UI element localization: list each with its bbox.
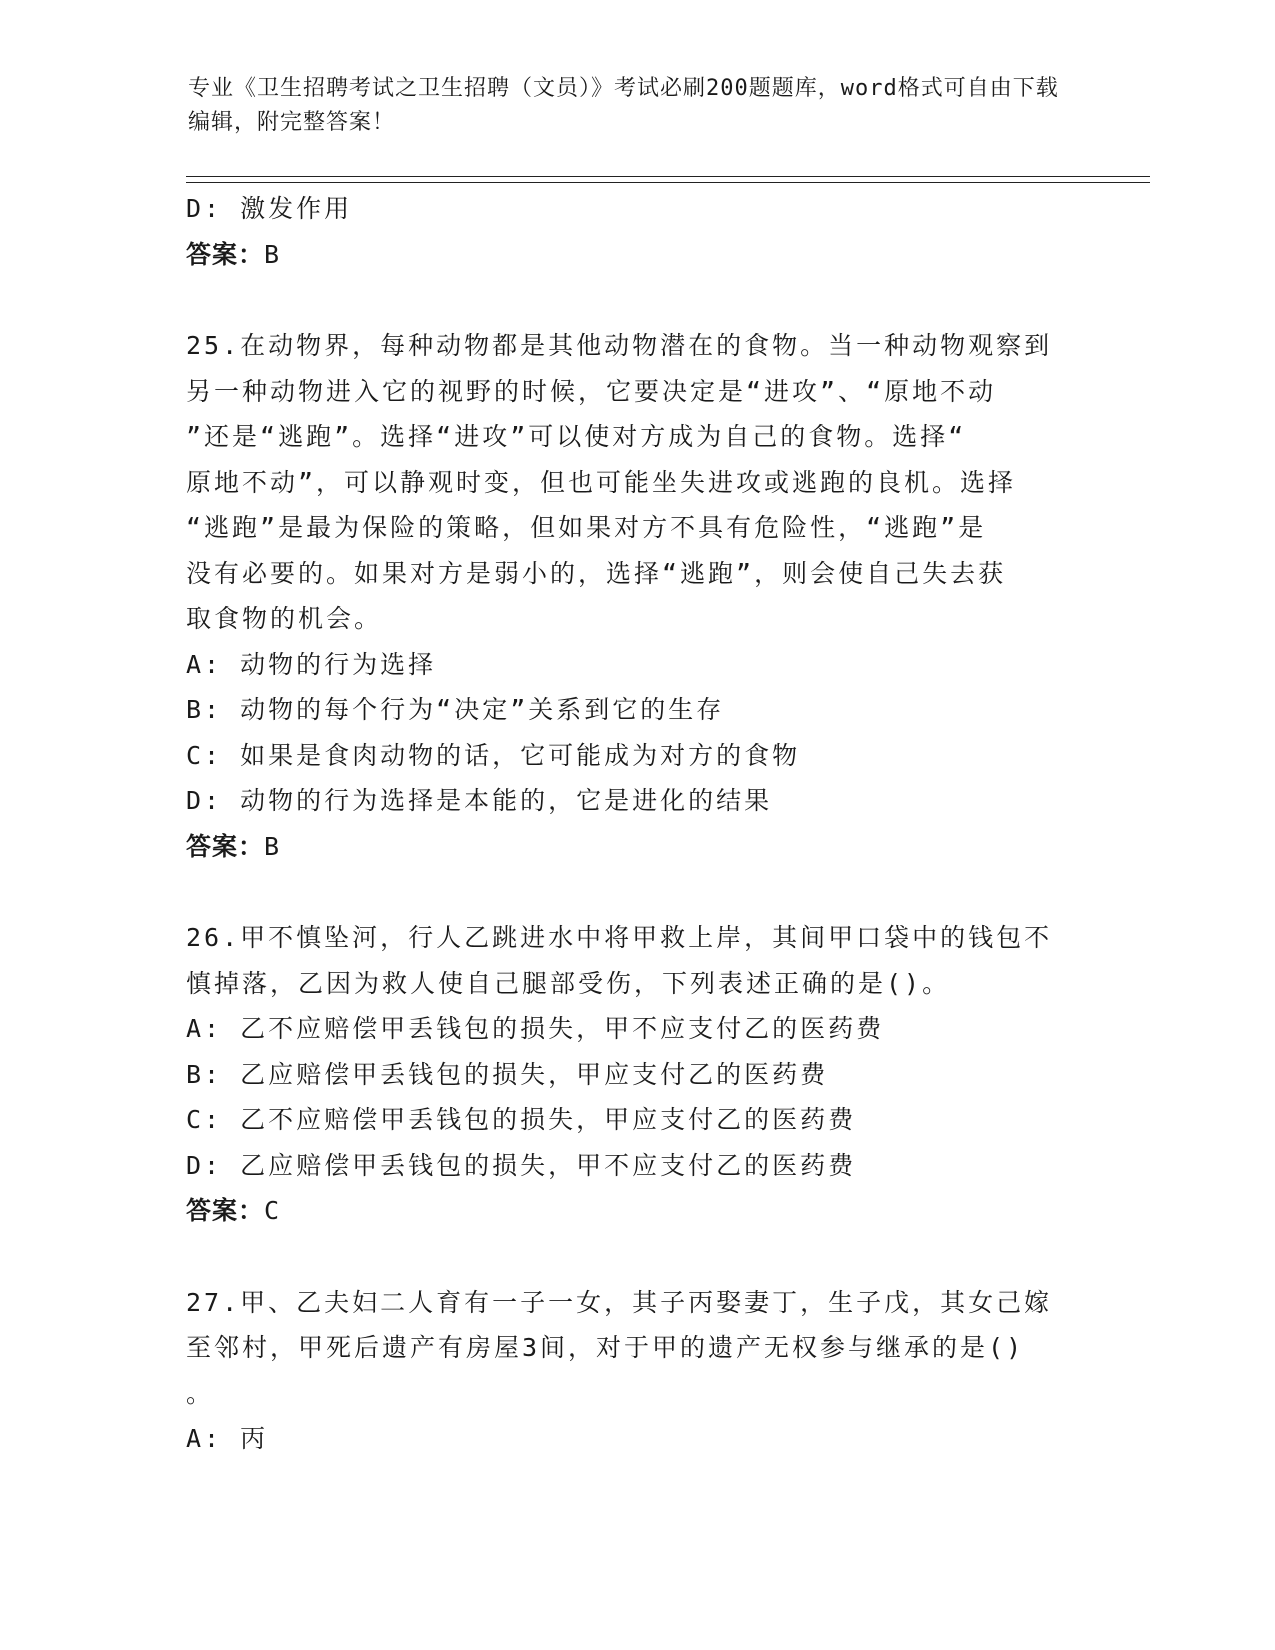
question-text-line: ”还是“逃跑”。选择“进攻”可以使对方成为自己的食物。选择“ — [186, 422, 967, 451]
answer — [186, 1188, 1086, 1234]
option-c: C: 如果是食肉动物的话，它可能成为对方的食物 — [186, 740, 801, 770]
option-b: B: 乙应赔偿甲丢钱包的损失，甲应支付乙的医药费 — [186, 1059, 829, 1089]
question-text-line: 。 — [186, 1378, 215, 1408]
prev-answer — [186, 232, 1086, 278]
answer — [186, 824, 1086, 870]
question-text-line: 没有必要的。如果对方是弱小的，选择“逃跑”，则会使自己失去获 — [186, 558, 1007, 588]
option-d: D: 乙应赔偿甲丢钱包的损失，甲不应支付乙的医药费 — [186, 1150, 857, 1180]
answer-value: C — [264, 1196, 281, 1225]
answer-value: B — [264, 239, 281, 269]
question-27 — [186, 1280, 1086, 1462]
answer-label: 答案： — [186, 831, 265, 861]
option-b: B: 动物的每个行为“决定”关系到它的生存 — [186, 695, 725, 724]
question-text-line: 27.甲、乙夫妇二人育有一子一女，其子丙娶妻丁，生子戊，其女己嫁 — [186, 1287, 1053, 1317]
option-a: A: 动物的行为选择 — [186, 649, 437, 679]
question-26 — [186, 915, 1086, 1234]
spacer — [186, 869, 1086, 915]
question-text-line: 取食物的机会。 — [186, 604, 383, 633]
header-divider-top — [186, 176, 1150, 177]
header-divider-bottom — [186, 182, 1150, 183]
question-text-line: 25.在动物界，每种动物都是其他动物潜在的食物。当一种动物观察到 — [186, 331, 1053, 360]
question-text-line: 26.甲不慎坠河，行人乙跳进水中将甲救上岸，其间甲口袋中的钱包不 — [186, 923, 1053, 952]
option-a: A: 丙 — [186, 1424, 269, 1453]
spacer — [186, 1234, 1086, 1280]
answer-value: B — [264, 831, 281, 861]
prev-option-d: D: 激发作用 — [186, 194, 353, 223]
question-25 — [186, 323, 1086, 869]
answer-label: 答案： — [186, 1196, 265, 1225]
question-text-line: 慎掉落，乙因为救人使自己腿部受伤，下列表述正确的是()。 — [186, 968, 951, 998]
question-text-line: “逃跑”是最为保险的策略，但如果对方不具有危险性，“逃跑”是 — [186, 513, 987, 542]
option-a: A: 乙不应赔偿甲丢钱包的损失，甲不应支付乙的医药费 — [186, 1014, 885, 1043]
question-text-line: 原地不动”，可以静观时变，但也可能坐失进攻或逃跑的良机。选择 — [186, 467, 1017, 497]
question-text-line: 至邻村，甲死后遗产有房屋3间，对于甲的遗产无权参与继承的是() — [186, 1333, 1025, 1362]
question-text-line: 另一种动物进入它的视野的时候，它要决定是“进攻”、“原地不动 — [186, 376, 997, 406]
option-c: C: 乙不应赔偿甲丢钱包的损失，甲应支付乙的医药费 — [186, 1105, 857, 1134]
document-body — [186, 186, 1086, 1462]
option-d: D: 动物的行为选择是本能的，它是进化的结果 — [186, 786, 773, 815]
document-header: 专业《卫生招聘考试之卫生招聘（文员）》考试必刷200题题库，word格式可自由下载编辑，附完整答案！ — [188, 76, 1059, 135]
answer-label: 答案： — [186, 239, 265, 269]
spacer — [186, 277, 1086, 323]
